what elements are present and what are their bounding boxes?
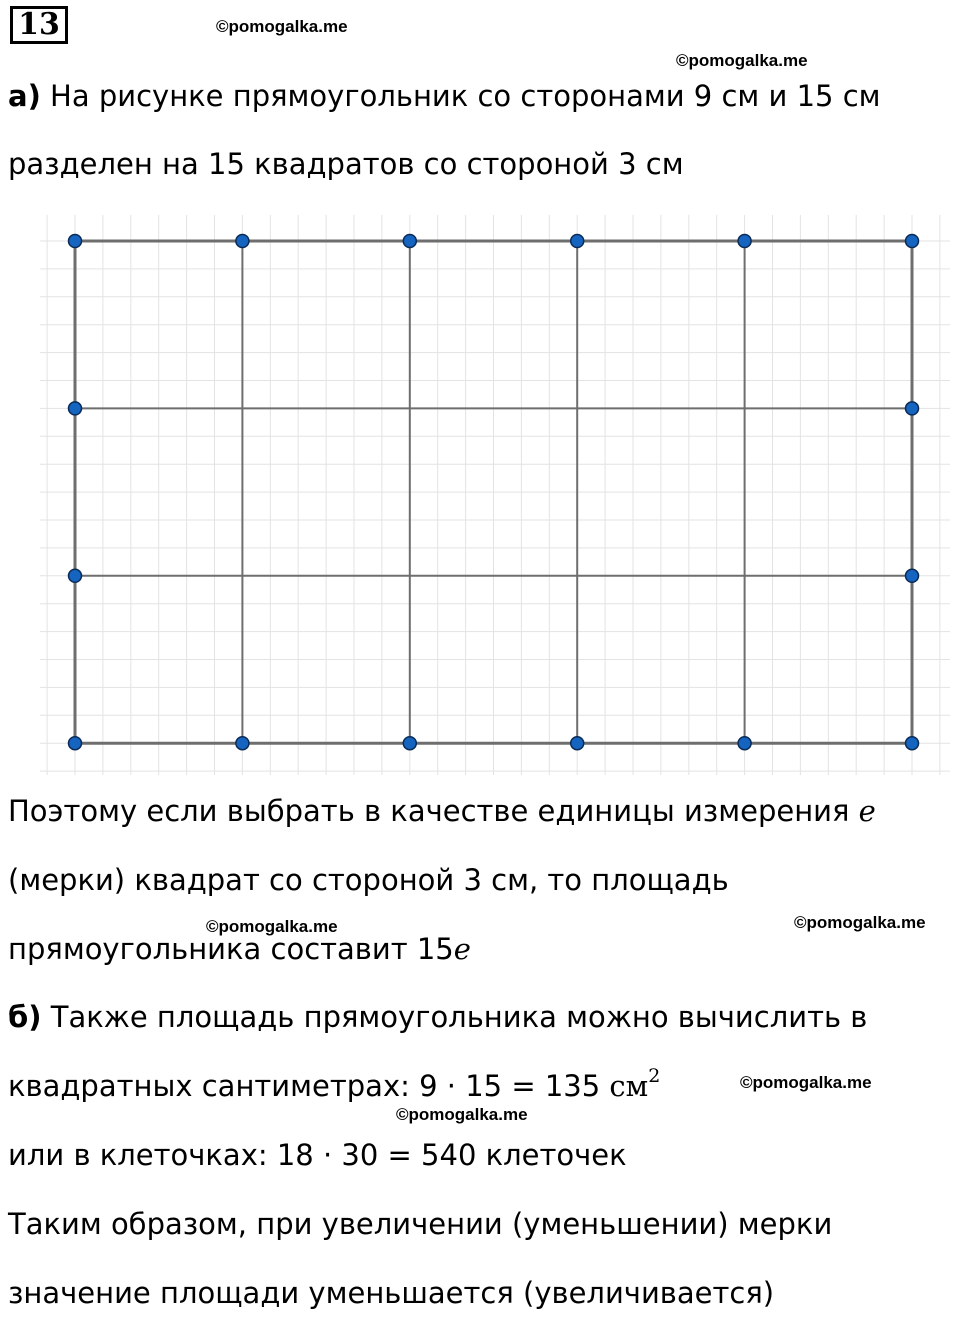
vertex-point	[236, 235, 249, 248]
vertex-point	[906, 569, 919, 582]
conclusion-a-line-3	[8, 931, 471, 967]
conclusion-a-text-1: Поэтому если выбрать в качестве единицы измерения	[8, 794, 859, 828]
watermark: ©pomogalka.me	[216, 17, 348, 36]
part-a-line-1	[8, 78, 881, 114]
vertex-point	[69, 737, 82, 750]
part-b-line-1	[8, 999, 867, 1035]
conclusion-a-line-2: (мерки) квадрат со стороной 3 см, то площадь	[8, 863, 729, 897]
vertex-point	[571, 235, 584, 248]
vertex-point	[236, 737, 249, 750]
watermark: ©pomogalka.me	[206, 917, 338, 936]
vertex-point	[906, 737, 919, 750]
watermark: ©pomogalka.me	[794, 913, 926, 932]
part-b-text-2: квадратных сантиметрах: 9 · 15 = 135	[8, 1069, 610, 1103]
unit-variable: e	[453, 932, 471, 966]
part-a-text-1: На рисунке прямоугольник со сторонами 9 см и 15 см	[40, 79, 881, 113]
conclusion-a-text-3: прямоугольника составит 15	[8, 932, 454, 966]
watermark: ©pomogalka.me	[676, 51, 808, 70]
unit-variable: e	[858, 794, 876, 828]
part-b-line-3: или в клеточках: 18 · 30 = 540 клеточек	[8, 1138, 627, 1172]
part-b-line-2	[8, 1065, 661, 1104]
vertex-point	[69, 569, 82, 582]
vertex-point	[906, 402, 919, 415]
watermark: ©pomogalka.me	[740, 1073, 872, 1092]
rectangle-figure	[40, 215, 950, 775]
task-number: 13	[10, 6, 68, 44]
watermark: ©pomogalka.me	[396, 1105, 528, 1124]
part-b-text-1: Также площадь прямоугольника можно вычислить в	[41, 1000, 868, 1034]
vertex-point	[738, 737, 751, 750]
vertex-point	[571, 737, 584, 750]
vertex-point	[69, 235, 82, 248]
vertex-point	[403, 737, 416, 750]
area-unit-exponent: 2	[648, 1065, 661, 1087]
vertex-point	[906, 235, 919, 248]
vertex-point	[69, 402, 82, 415]
vertex-point	[738, 235, 751, 248]
summary-line-1: Таким образом, при увеличении (уменьшении) мерки	[8, 1207, 833, 1241]
part-a-line-2: разделен на 15 квадратов со стороной 3 см	[8, 147, 684, 181]
area-unit: см	[609, 1069, 649, 1103]
vertex-point	[403, 235, 416, 248]
part-b-label: б)	[8, 1000, 42, 1034]
part-a-label: а)	[8, 79, 41, 113]
conclusion-a-line-1	[8, 793, 876, 829]
summary-line-2: значение площади уменьшается (увеличивается)	[8, 1276, 775, 1310]
